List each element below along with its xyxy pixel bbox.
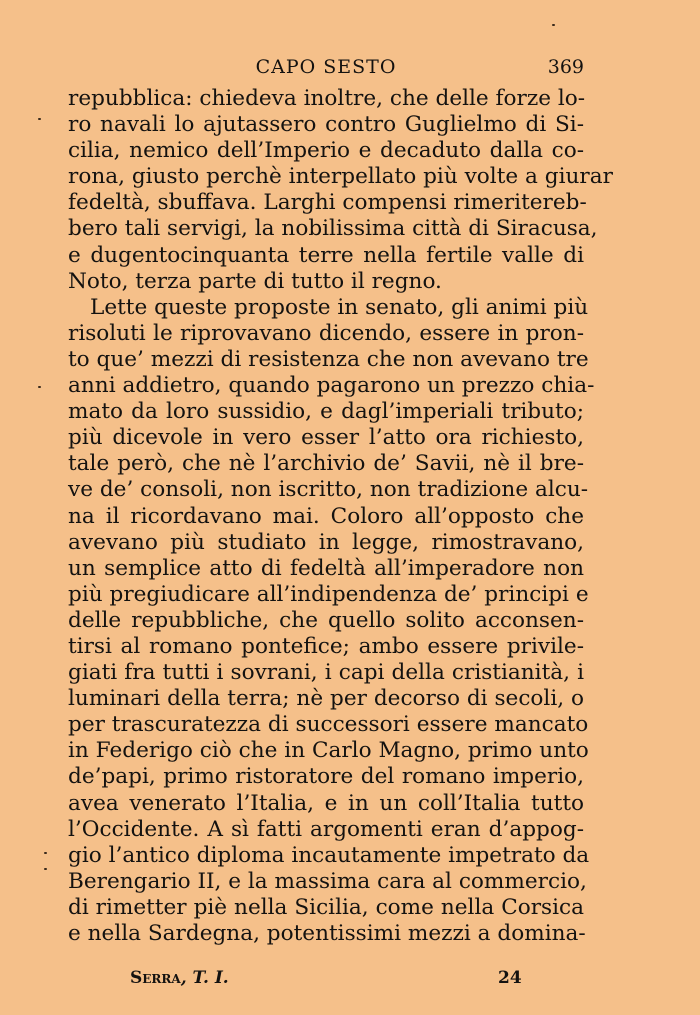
paragraph-start-line: Lette queste proposte in senato, gli animi più <box>90 294 589 320</box>
paragraph-end-line: Noto, terza parte di tutto il regno. <box>68 268 442 294</box>
text-line: avevano più studiato in legge, rimostravano, <box>68 529 584 555</box>
text-line: mato da loro sussidio, e dagl’imperiali tributo; <box>68 399 584 425</box>
ink-speck <box>44 852 47 854</box>
text-line: un semplice atto di fedeltà all’imperadore non <box>68 555 584 581</box>
text-line: anni addietro, quando pagarono un prezzo chia- <box>68 373 595 399</box>
text-line: e dugentocinquanta terre nella fertile valle di <box>68 242 584 268</box>
text-line: Berengario II, e la massima cara al commercio, <box>68 868 587 894</box>
signature-volume: , T. I. <box>180 968 229 988</box>
text-line: per trascuratezza di successori essere mancato <box>68 712 589 738</box>
page-footer <box>130 968 530 992</box>
text-line: rona, giusto perchè interpellato più volte a giurar <box>68 164 613 190</box>
text-line: tale però, che nè l’archivio de’ Savii, nè il bre- <box>68 451 584 477</box>
text-line: avea venerato l’Italia, e in un coll’Italia tutto <box>68 790 584 816</box>
text-line: tirsi al romano pontefice; ambo essere privile- <box>68 633 584 659</box>
text-line: gio l’antico diploma incautamente impetrato da <box>68 842 590 868</box>
text-line: ro navali lo ajutassero contro Guglielmo di Si- <box>68 112 584 138</box>
signature-author: Serra <box>130 968 181 988</box>
text-line: di rimetter piè nella Sicilia, come nella Corsica <box>68 894 584 920</box>
ink-speck <box>552 24 555 26</box>
text-line: risoluti le riprovavano dicendo, essere in pron- <box>68 320 584 346</box>
body-text <box>68 86 613 947</box>
ink-speck <box>38 386 41 388</box>
text-line: de’papi, primo ristoratore del romano imperio, <box>68 764 584 790</box>
text-line: fedeltà, sbuffava. Larghi compensi rimeritereb- <box>68 190 587 216</box>
text-line: to que’ mezzi di resistenza che non avevano tre <box>68 346 589 372</box>
text-line: e nella Sardegna, potentissimi mezzi a domina- <box>68 921 586 946</box>
text-line: repubblica: chiedeva inoltre, che delle forze lo- <box>68 86 586 111</box>
text-line: delle repubbliche, che quello solito acconsen- <box>68 607 584 633</box>
sheet-number: 24 <box>498 968 522 988</box>
signature-mark <box>130 968 229 988</box>
text-line: più pregiudicare all’indipendenza de’ principi e <box>68 581 589 607</box>
text-line: ve de’ consoli, non iscritto, non tradizione alcu- <box>68 477 589 503</box>
text-line: più dicevole in vero esser l’atto ora richiesto, <box>68 425 584 451</box>
text-line: in Federigo ciò che in Carlo Magno, primo unto <box>68 738 589 764</box>
text-line: l’Occidente. A sì fatti argomenti eran d’appog- <box>68 816 584 842</box>
text-line: cilia, nemico dell’Imperio e decaduto dalla co- <box>68 138 584 164</box>
text-line: na il ricordavano mai. Coloro all’opposto che <box>68 503 584 529</box>
page-number: 369 <box>547 56 584 78</box>
ink-speck <box>38 118 41 120</box>
ink-speck <box>44 868 47 870</box>
text-line: giati fra tutti i sovrani, i capi della cristianità, i <box>68 660 584 686</box>
text-line: bero tali servigi, la nobilissima città di Siracusa, <box>68 216 598 242</box>
text-line: luminari della terra; nè per decorso di secoli, o <box>68 686 584 712</box>
running-head: CAPO SESTO <box>255 56 397 78</box>
page-header <box>68 56 584 84</box>
